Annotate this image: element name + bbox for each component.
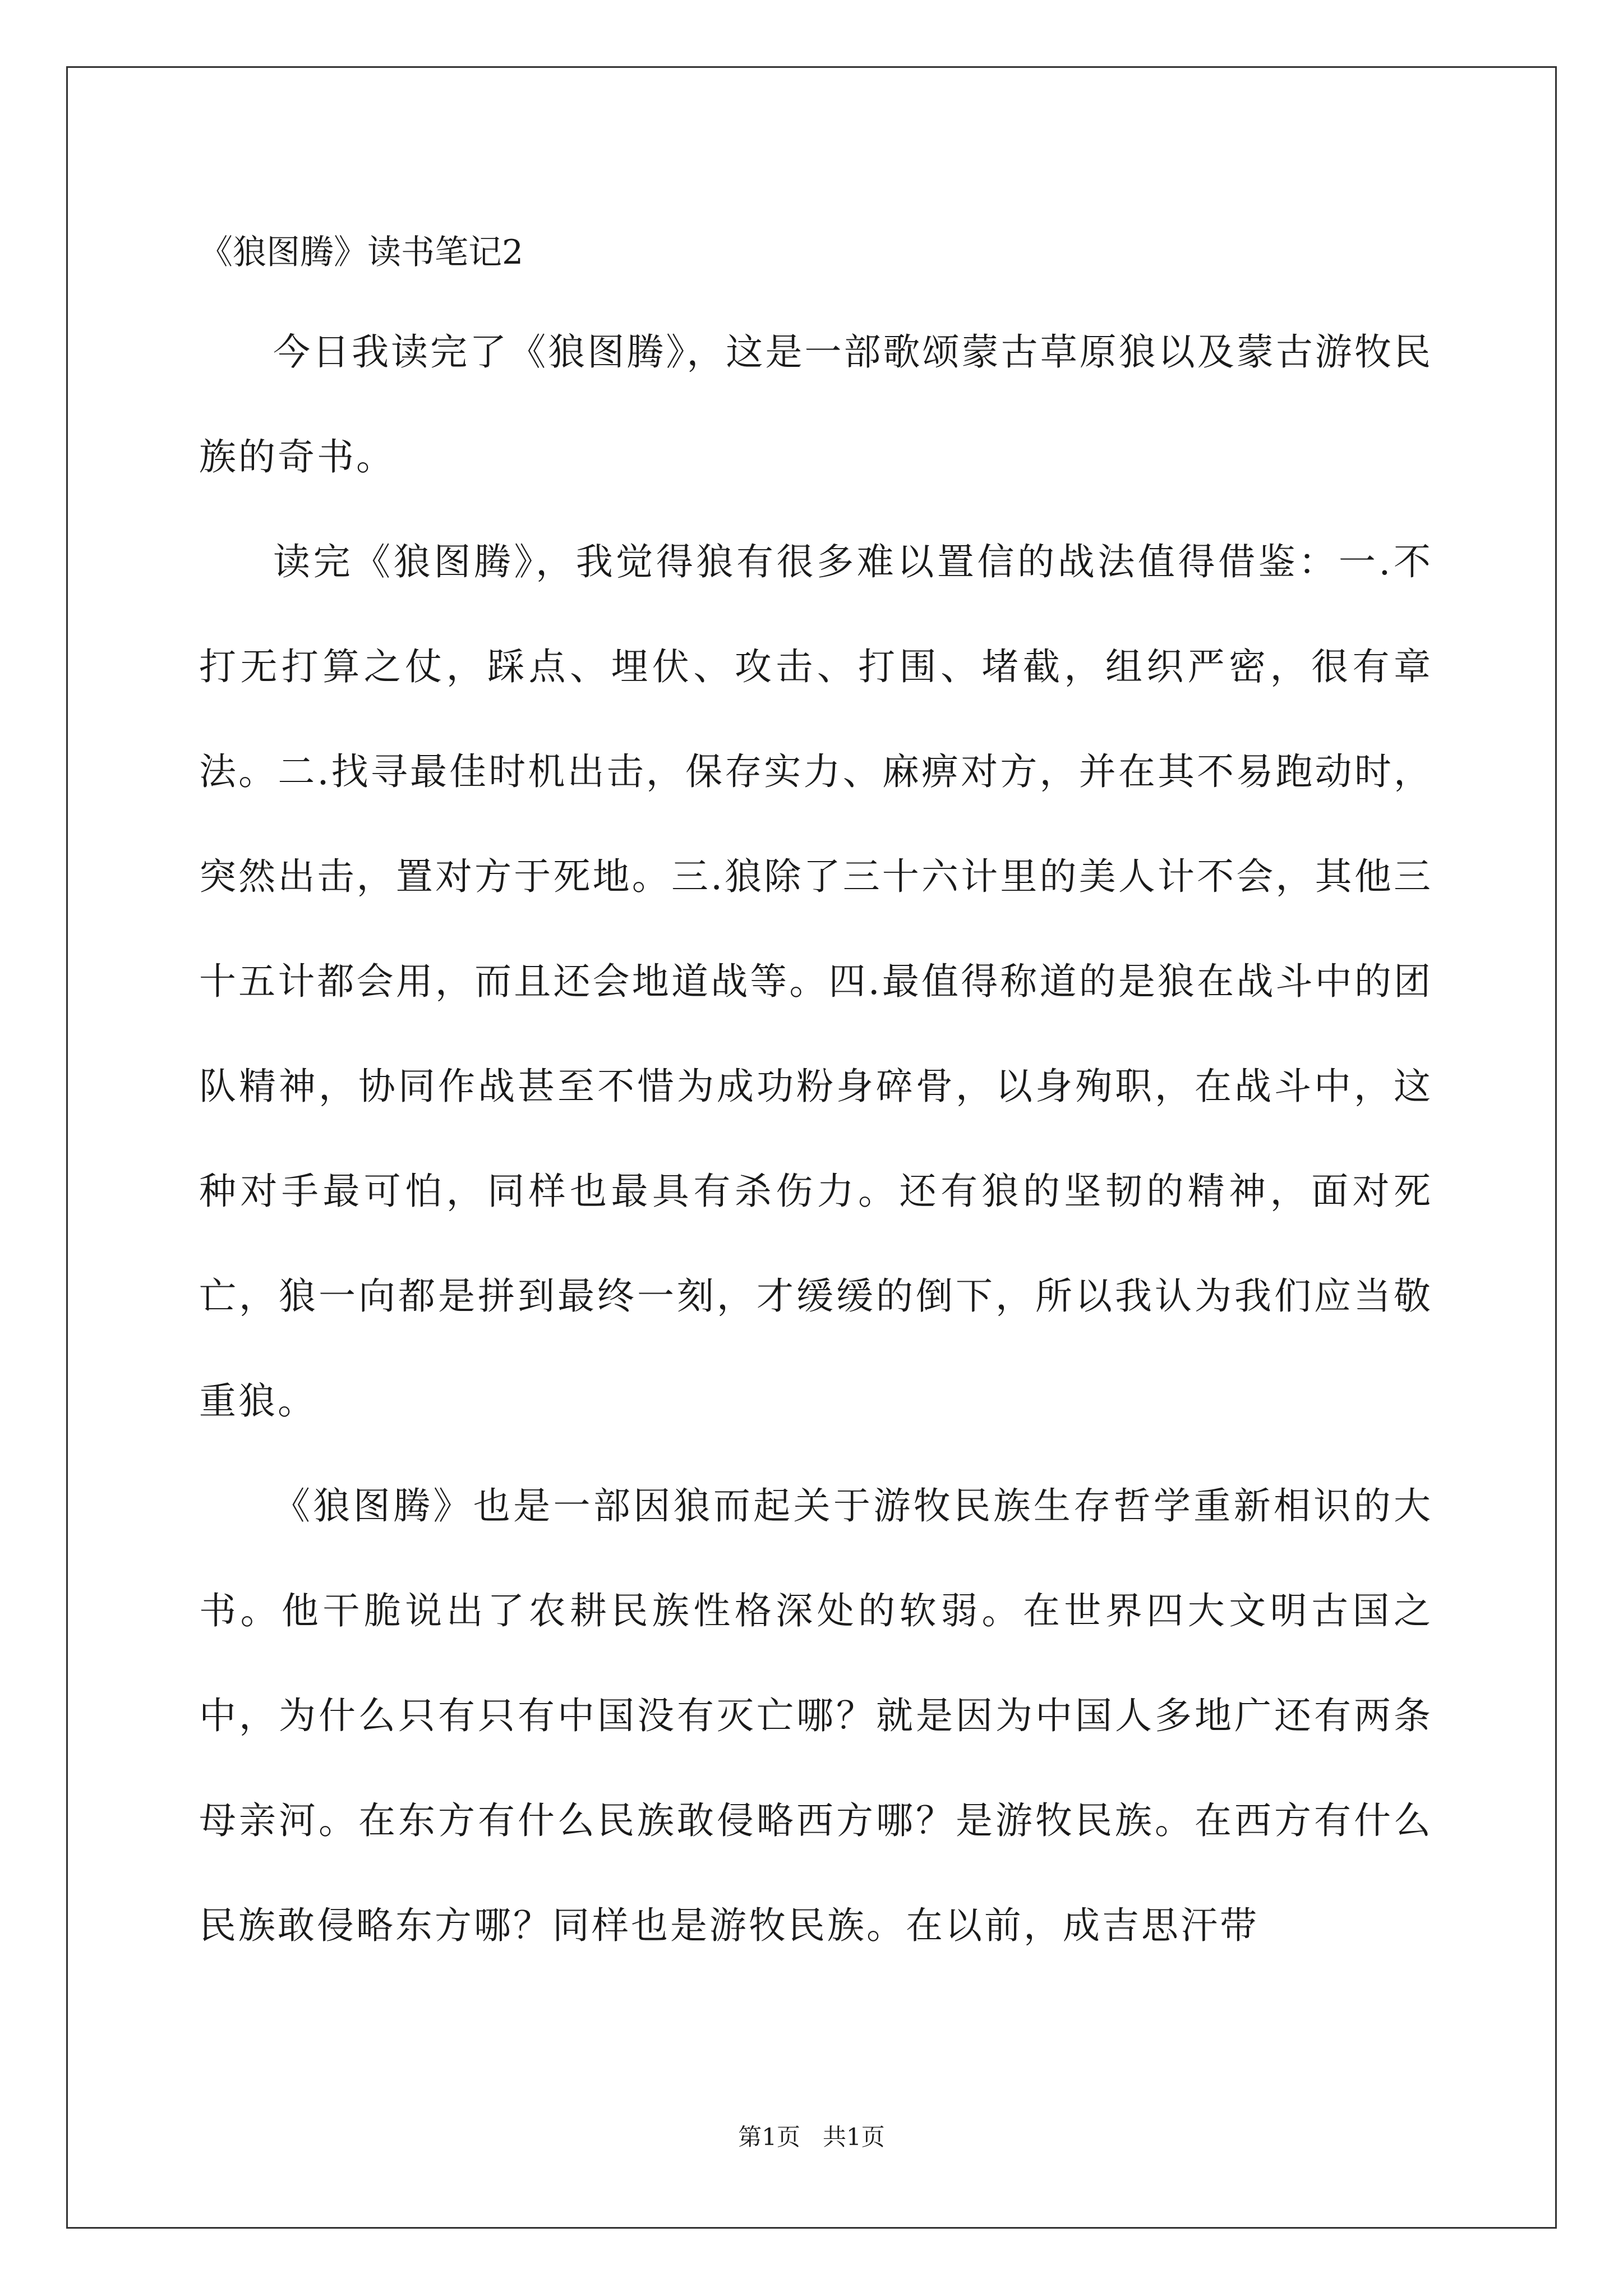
paragraph-philosophy: 《狼图腾》也是一部因狼而起关于游牧民族生存哲学重新相识的大书。他干脆说出了农耕民族性格深处的软弱。在世界四大文明古国之中，为什么只有只有中国没有灭亡哪？就是因为中国人多地广还有两条母亲河。在东方有什么民族敢侵略西方哪？是游牧民族。在西方有什么民族敢侵略东方哪？同样也是游牧民族。在以前，成吉思汗带 <box>199 1484 1433 1947</box>
page-number-footer: 第1页 共1页 <box>738 2123 885 2151</box>
paragraph-tactics: 读完《狼图腾》，我觉得狼有很多难以置信的战法值得借鉴：一.不打无打算之仗，踩点、埋伏、攻击、打围、堵截，组织严密，很有章法。二.找寻最佳时机出击，保存实力、麻痹对方，并在其不易跑动时，突然出击，置对方于死地。三.狼除了三十六计里的美人计不会，其他三十五计都会用，而且还会地道战等。四.最值得称道的是狼在战斗中的团队精神，协同作战甚至不惜为成功粉身碎骨，以身殉职，在战斗中，这种对手最可怕，同样也最具有杀伤力。还有狼的坚韧的精神，面对死亡，狼一向都是拼到最终一刻，才缓缓的倒下，所以我认为我们应当敬重狼。 <box>199 540 1433 1423</box>
document-title: 《狼图腾》读书笔记2 <box>199 233 524 272</box>
paragraph-intro: 今日我读完了《狼图腾》，这是一部歌颂蒙古草原狼以及蒙古游牧民族的奇书。 <box>199 330 1433 478</box>
document-body <box>199 219 1433 1978</box>
